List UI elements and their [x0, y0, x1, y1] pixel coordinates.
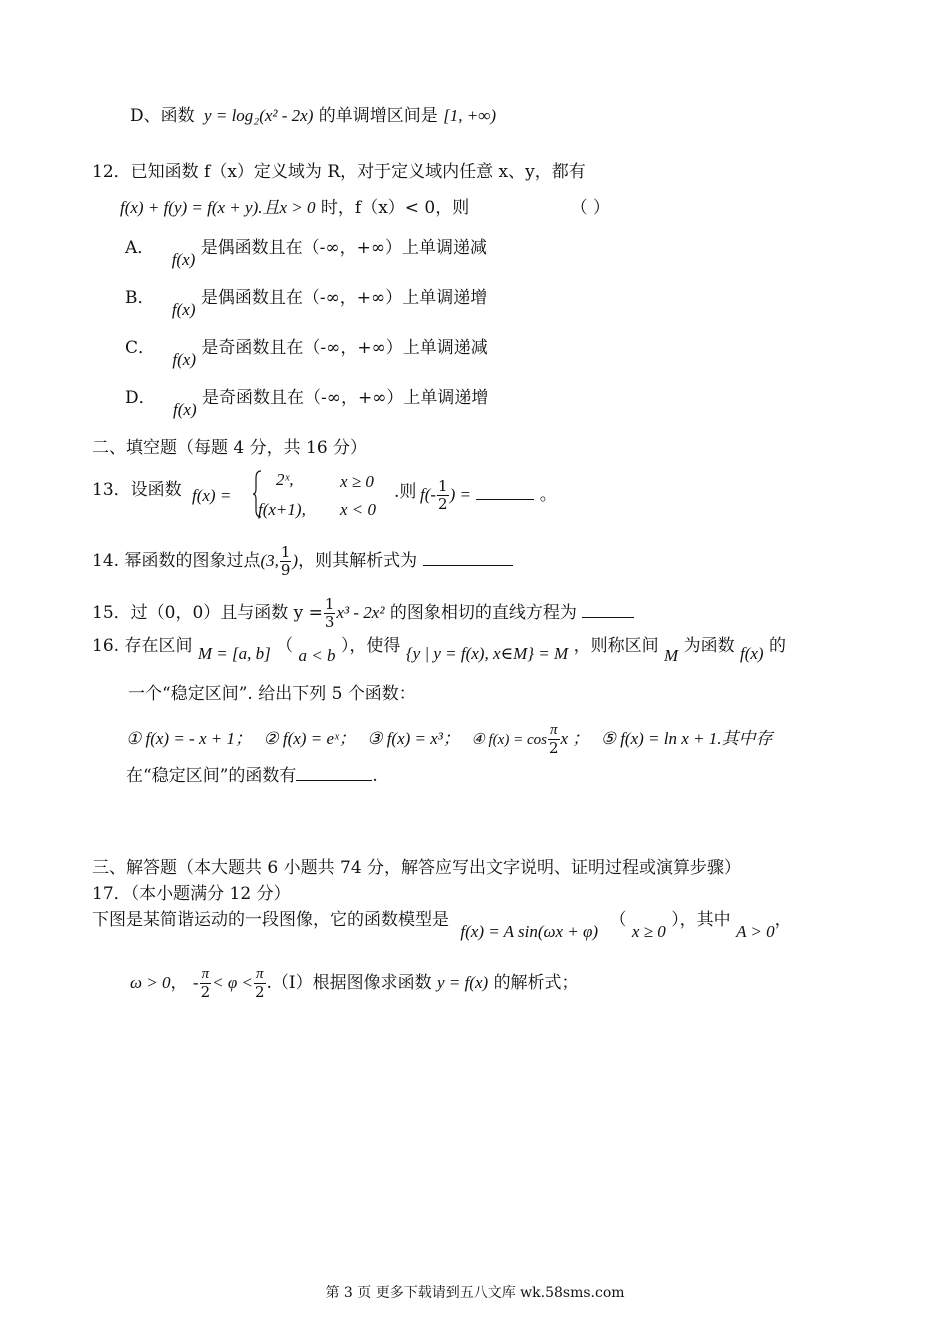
q16-line4	[126, 762, 378, 788]
q11d-interval: [1, +∞)	[443, 106, 497, 125]
q14	[92, 544, 513, 579]
q17-phi-minus: -	[192, 973, 199, 992]
q17-phi: < φ <	[212, 973, 253, 992]
q14-den: 9	[280, 561, 291, 579]
q13-answer-blank	[476, 481, 534, 500]
q16-p6: 的	[769, 636, 786, 656]
option-text: 是奇函数且在（-∞，+∞）上单调递增	[202, 388, 489, 408]
q17-pi-half-2	[254, 966, 266, 1001]
q12-option-d	[125, 386, 489, 419]
q16-f4b: x ；	[560, 729, 590, 748]
q15-text: 15．过（0，0）且与函数 y =	[92, 603, 323, 623]
q16-f4a: ④ f(x) = cos	[471, 732, 547, 748]
option-label: C．	[125, 338, 156, 358]
q13-lhs: f(x) =	[192, 486, 232, 505]
q17-pi-den-1: 2	[200, 983, 211, 1001]
option-label: B．	[125, 288, 155, 308]
option-fx: f(x)	[173, 400, 197, 419]
q16-fx: f(x)	[740, 644, 764, 663]
q14-point-right: )	[292, 551, 299, 570]
q16-a-lt-b: a < b	[298, 646, 336, 665]
q16-f4-den: 2	[548, 739, 559, 757]
q16-f3: ③ f(x) = x³；	[367, 729, 460, 748]
option-label: A．	[125, 238, 155, 258]
q13-ask	[420, 478, 557, 513]
page-footer: 第 3 页 更多下载请到五八文库 wk.58sms.com	[325, 1285, 625, 1301]
q12-option-c	[125, 336, 488, 369]
q17-pi-num-2: π	[254, 966, 266, 984]
q16-f1: ① f(x) = - x + 1；	[126, 729, 252, 748]
q15-num: 1	[324, 595, 335, 613]
q14-num: 1	[280, 543, 291, 561]
q14-answer-blank	[423, 547, 513, 566]
option-fx: f(x)	[172, 350, 197, 369]
q16-p4: ，则称区间	[573, 636, 659, 656]
q13-case2-expr: f(x+1),	[258, 500, 306, 519]
q16-p1: 16. 存在区间	[92, 636, 193, 656]
q17-pi-num-1: π	[200, 966, 212, 984]
q17-p1: 下图是某简谐运动的一段图像，它的函数模型是	[92, 910, 449, 930]
q12-option-b	[125, 286, 488, 319]
option-text: 是偶函数且在（-∞，+∞）上单调递减	[200, 238, 487, 258]
q16-set: {y | y = f(x), x∈M} = M	[405, 644, 569, 663]
q12-answer-paren: （ ）	[570, 198, 611, 218]
q14-text: 14. 幂函数的图象过点	[92, 551, 261, 571]
q15-tail: 的图象相切的直线方程为	[389, 603, 577, 623]
section-3-heading: 三、解答题（本大题共 6 小题共 74 分，解答应写出文字说明、证明过程或演算步骤）	[92, 858, 742, 878]
q16-interval-m: M = [a, b]	[197, 644, 271, 663]
q16-line2: 一个“稳定区间”. 给出下列 5 个函数：	[128, 684, 416, 704]
option-fx: f(x)	[171, 250, 196, 269]
q16-line3	[126, 722, 773, 757]
q12-option-a	[125, 236, 487, 269]
q17-omega: ω > 0	[130, 973, 171, 992]
q15-den: 3	[324, 613, 335, 631]
q17-p2: （	[609, 910, 627, 930]
q15-answer-blank	[582, 599, 634, 618]
q16-f5: ⑤ f(x) = ln x + 1.其中存	[600, 729, 773, 748]
q13-end: 。	[539, 485, 557, 505]
q11d-text: 的单调增区间是	[318, 106, 438, 126]
option-label: D．	[125, 388, 156, 408]
q11d-math: y = log₂(x² - 2x)	[204, 106, 314, 125]
q12-cond-tail: 时，f（x）< 0，则	[320, 198, 470, 218]
q13-label: 13．设函数	[92, 480, 182, 500]
q17-model: f(x) = A sin(ωx + φ)	[460, 922, 599, 941]
option-text: 是偶函数且在（-∞，+∞）上单调递增	[200, 288, 488, 308]
q17-line2	[130, 966, 579, 1001]
q17-x-cond: x ≥ 0	[631, 922, 666, 941]
q16-answer-blank	[296, 762, 372, 781]
q14-fraction	[280, 544, 292, 579]
q16-line1	[92, 634, 786, 665]
q16-p2: （	[276, 636, 294, 656]
q13-then: .则	[394, 482, 417, 502]
q17-pi-half-1	[200, 966, 212, 1001]
q17-line1	[92, 908, 792, 941]
q12-condition-line	[120, 196, 610, 220]
q14-point-left: (3,	[260, 551, 279, 570]
q17-p3: ），其中	[671, 910, 731, 930]
q13-half-den: 2	[438, 495, 448, 513]
q16-m: M	[664, 646, 679, 665]
q17-head: 17．（本小题满分 12 分）	[92, 884, 291, 904]
q17-pi-den-2: 2	[254, 983, 265, 1001]
q16-p5: 为函数	[683, 636, 735, 656]
q13-half	[437, 478, 449, 513]
q17-p6: .（Ⅰ）根据图像求函数	[266, 973, 432, 993]
q15	[92, 596, 634, 631]
q17-p7: 的解析式；	[493, 973, 579, 993]
q16-line4-text: 在“稳定区间”的函数有	[126, 766, 297, 786]
q13-half-num: 1	[438, 477, 448, 495]
q13-ask-close: ) =	[449, 485, 471, 504]
option-text: 是奇函数且在（-∞，+∞）上单调递减	[201, 338, 488, 358]
option-fx: f(x)	[171, 300, 196, 319]
q16-f2: ② f(x) = eˣ；	[263, 729, 356, 748]
q16-f4-num: π	[548, 722, 560, 740]
q11d-label: D、函数	[130, 106, 195, 126]
q17-p5: ，	[170, 973, 188, 993]
q12-stem: 12．已知函数 f（x）定义域为 R，对于定义域内任意 x、y，都有	[92, 162, 586, 182]
q13-ask-open: f(-	[420, 485, 437, 504]
q16-line4-end: .	[372, 766, 378, 786]
q13-case1-expr: 2ˣ,	[276, 470, 294, 489]
q17-a-cond: A > 0	[736, 922, 775, 941]
q15-expr: x³ - 2x²	[336, 603, 385, 622]
q12-condition: f(x) + f(y) = f(x + y).且x > 0	[120, 198, 316, 217]
q14-tail: ，则其解析式为	[298, 551, 418, 571]
section-2-heading: 二、填空题（每题 4 分，共 16 分）	[92, 438, 368, 458]
q16-f4-fraction	[548, 722, 560, 757]
q17-yf: y = f(x)	[437, 973, 489, 992]
q15-fraction	[324, 596, 336, 631]
q17-p4: ，	[774, 910, 792, 930]
q13-case2-cond: x < 0	[340, 500, 377, 519]
q13-case1-cond: x ≥ 0	[340, 472, 374, 491]
q16-p3: ），使得	[340, 636, 401, 656]
q11-option-d	[130, 104, 496, 128]
